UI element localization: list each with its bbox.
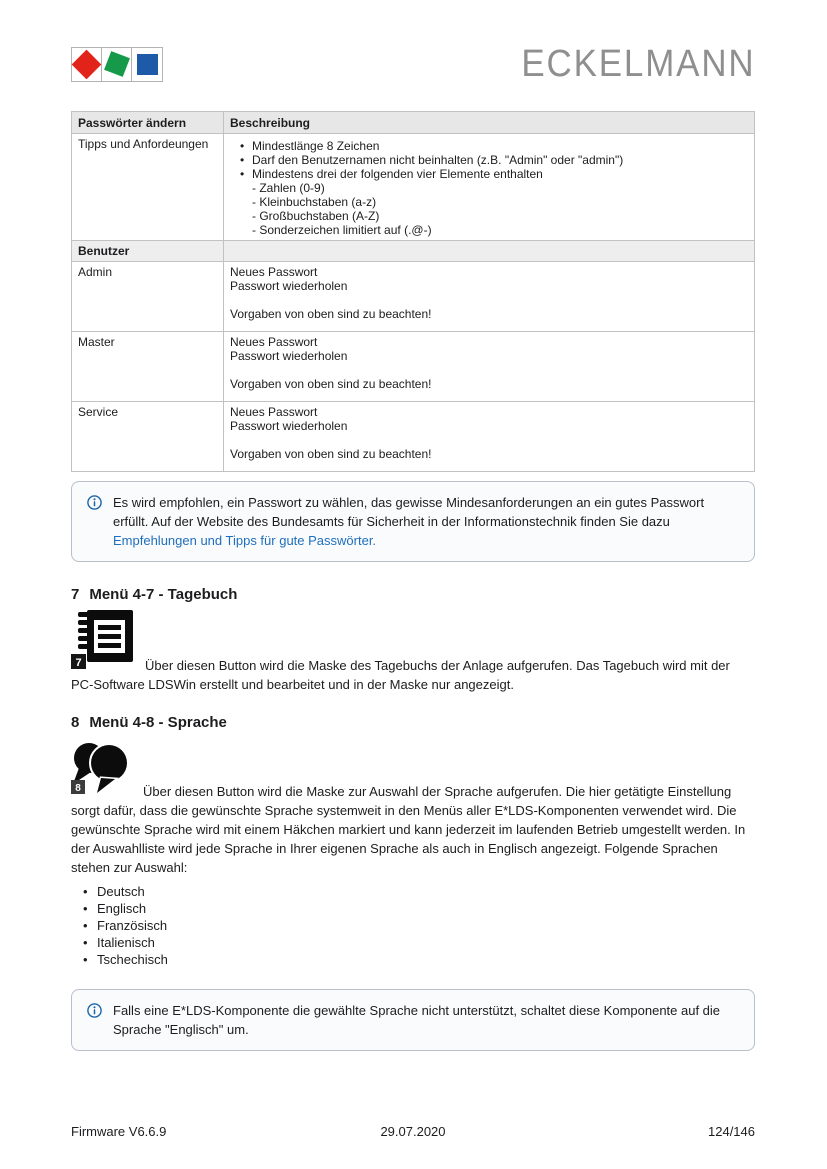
tips-description bbox=[224, 134, 755, 241]
notebook-icon bbox=[71, 610, 137, 675]
menu-number-badge: 8 bbox=[75, 783, 81, 794]
tips-sub-item: - Sonderzeichen limitiert auf (.@-) bbox=[252, 223, 432, 237]
table-row-service bbox=[72, 402, 755, 472]
logo-cell-green bbox=[102, 48, 132, 81]
heading-number: 7 bbox=[71, 586, 80, 603]
tagebuch-paragraph bbox=[71, 610, 755, 694]
user-description bbox=[224, 332, 755, 402]
tips-bullet: • Mindestlänge 8 Zeichen bbox=[238, 139, 748, 153]
heading-title: Menü 4-8 - Sprache bbox=[89, 714, 227, 731]
speech-bubbles-icon bbox=[71, 738, 135, 801]
password-note: Vorgaben von oben sind zu beachten! bbox=[230, 377, 432, 391]
blue-square-icon bbox=[137, 54, 158, 75]
sprache-paragraph bbox=[71, 738, 755, 877]
new-password-label: Neues Passwort bbox=[230, 265, 318, 279]
password-note: Vorgaben von oben sind zu beachten! bbox=[230, 307, 432, 321]
info-box-language-text: Falls eine E*LDS-Komponente die gewählte Sprache nicht unterstützt, schaltet diese Komponente auf die Sprache "Englisch" um. bbox=[113, 1003, 721, 1037]
benutzer-section-empty-cell bbox=[224, 241, 755, 262]
info-icon bbox=[87, 1003, 102, 1018]
benutzer-section-label: Benutzer bbox=[72, 241, 224, 262]
language-item: • Tschechisch bbox=[83, 951, 755, 968]
footer-page-number: 124/146 bbox=[708, 1124, 755, 1139]
password-note: Vorgaben von oben sind zu beachten! bbox=[230, 447, 432, 461]
logo-cell-red bbox=[72, 48, 102, 81]
tips-sub-item: - Zahlen (0-9) bbox=[252, 181, 325, 195]
table-row-tips bbox=[72, 134, 755, 241]
green-square-icon bbox=[104, 51, 130, 77]
repeat-password-label: Passwort wiederholen bbox=[230, 419, 348, 433]
language-item: • Italienisch bbox=[83, 934, 755, 951]
spacer bbox=[230, 363, 748, 377]
col-header-passwoerter: Passwörter ändern bbox=[72, 112, 224, 134]
heading-title: Menü 4-7 - Tagebuch bbox=[89, 586, 238, 603]
password-tips-link[interactable]: Empfehlungen und Tipps für gute Passwörter. bbox=[113, 533, 377, 548]
password-table bbox=[71, 111, 755, 472]
footer-date: 29.07.2020 bbox=[380, 1124, 446, 1139]
user-description bbox=[224, 262, 755, 332]
page-footer bbox=[71, 1124, 755, 1139]
sprache-body-text: Über diesen Button wird die Maske zur Auswahl der Sprache aufgerufen. Die hier getätigte Einstellung sorgt dafür, dass die gewünschte Sprache systemweit in den Menüs aller E*LDS-Komponenten verwendet wird. Die gewünschte Sprache wird mit einem Häkchen markiert und kann jederzeit im laufenden Betrieb umgestellt werden. In der Auswahlliste wird jede Sprache in Ihrer eigenen Sprache als auch in Englisch angezeigt. Folgende Sprachen stehen zur Auswahl: bbox=[71, 784, 746, 875]
table-row-master bbox=[72, 332, 755, 402]
brand-wordmark: ECKELMANN bbox=[520, 43, 755, 85]
language-item: • Französisch bbox=[83, 917, 755, 934]
red-diamond-icon bbox=[72, 49, 102, 79]
tips-sub-items bbox=[230, 181, 748, 237]
info-box-language bbox=[71, 989, 755, 1051]
menu-number-badge: 7 bbox=[75, 657, 82, 669]
new-password-label: Neues Passwort bbox=[230, 405, 318, 419]
tips-sub-item: - Großbuchstaben (A-Z) bbox=[252, 209, 380, 223]
info-icon bbox=[87, 495, 102, 510]
tips-sub-item: - Kleinbuchstaben (a-z) bbox=[252, 195, 377, 209]
eckelmann-logo-squares-icon bbox=[71, 47, 163, 82]
page-header bbox=[71, 43, 755, 85]
info-box-password bbox=[71, 481, 755, 562]
tips-bullet: • Darf den Benutzernamen nicht beinhalten (z.B. "Admin" oder "admin") bbox=[238, 153, 748, 167]
language-list bbox=[71, 883, 755, 968]
spacer bbox=[230, 433, 748, 447]
logo-cell-blue bbox=[132, 48, 162, 81]
repeat-password-label: Passwort wiederholen bbox=[230, 279, 348, 293]
heading-number: 8 bbox=[71, 714, 80, 731]
tagebuch-body-text: Über diesen Button wird die Maske des Tagebuchs der Anlage aufgerufen. Das Tagebuch wird mit der PC-Software LDSWin erstellt und bearbeitet und in der Maske nur angezeigt. bbox=[71, 658, 730, 692]
user-description bbox=[224, 402, 755, 472]
user-name: Admin bbox=[72, 262, 224, 332]
table-row-admin bbox=[72, 262, 755, 332]
info-box-password-text bbox=[113, 493, 738, 550]
repeat-password-label: Passwort wiederholen bbox=[230, 349, 348, 363]
section-heading-tagebuch bbox=[71, 586, 755, 604]
table-header-row bbox=[72, 112, 755, 134]
language-item: • Deutsch bbox=[83, 883, 755, 900]
info-text: Es wird empfohlen, ein Passwort zu wählen, das gewisse Mindesanforderungen an ein gutes Passwort erfüllt. Auf der Website des Bundesamts für Sicherheit in der Informationstechnik finden Sie dazu bbox=[113, 495, 705, 529]
section-heading-sprache bbox=[71, 714, 755, 732]
tips-bullet-list bbox=[230, 139, 748, 181]
footer-firmware-version: Firmware V6.6.9 bbox=[71, 1124, 167, 1139]
language-item: • Englisch bbox=[83, 900, 755, 917]
spacer bbox=[230, 293, 748, 307]
user-name: Service bbox=[72, 402, 224, 472]
table-section-benutzer bbox=[72, 241, 755, 262]
tips-bullet: • Mindestens drei der folgenden vier Elemente enthalten bbox=[238, 167, 748, 181]
tips-label: Tipps und Anfordeungen bbox=[72, 134, 224, 241]
col-header-beschreibung: Beschreibung bbox=[224, 112, 755, 134]
new-password-label: Neues Passwort bbox=[230, 335, 318, 349]
user-name: Master bbox=[72, 332, 224, 402]
